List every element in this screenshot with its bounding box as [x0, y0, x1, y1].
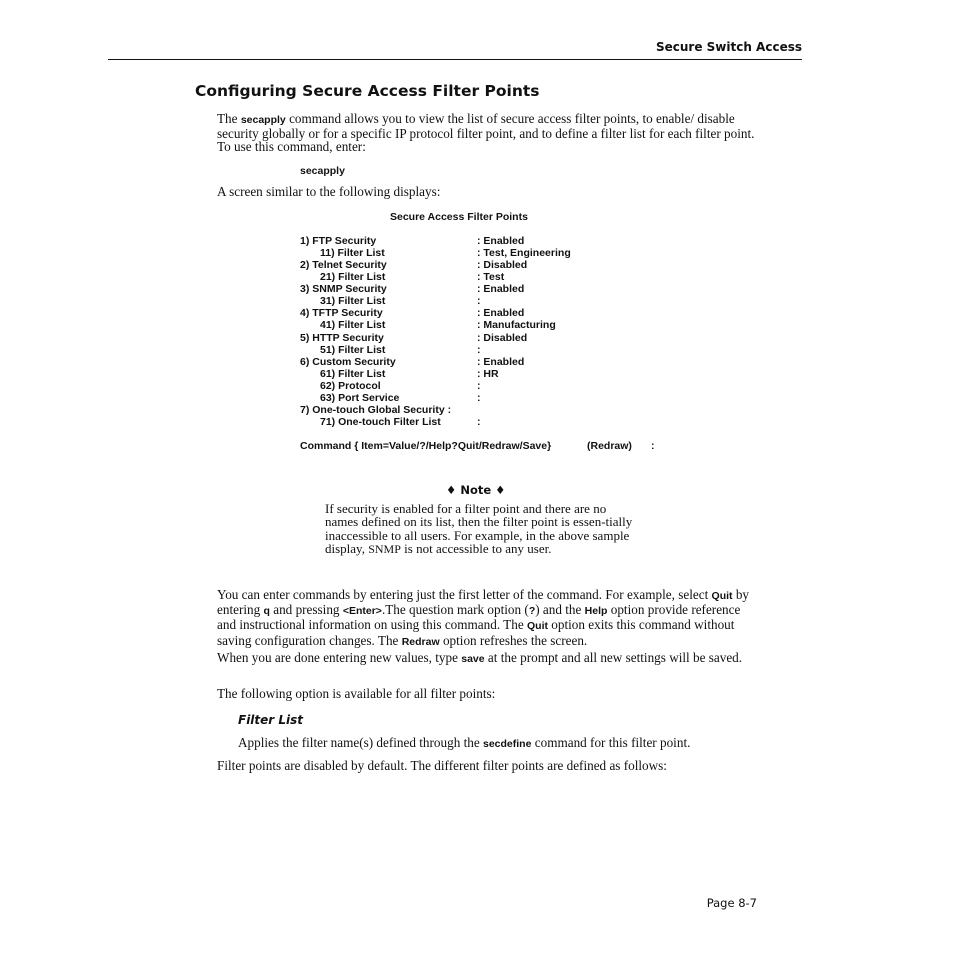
screen-row-value: : Manufacturing [477, 319, 556, 332]
keyword-secdefine: secdefine [483, 738, 532, 750]
intro-text-pre: The [217, 111, 241, 126]
note-text-pre: If security is enabled for a filter point and there are no names defined on its list, then the filter point is essen-tially inaccessible to all users. For example, in the above sample display, [325, 501, 633, 557]
text: option refreshes the screen. [439, 632, 588, 648]
intro-paragraph [217, 112, 757, 154]
note-text-post: is not accessible to any user. [400, 541, 552, 557]
screen-row-value: : [477, 391, 481, 404]
option-paragraph: The following option is available for all filter points: [217, 686, 496, 701]
page-number: Page 8-7 [706, 896, 757, 910]
screen-row-value: : Disabled [477, 259, 528, 272]
keyword-redraw: Redraw [401, 635, 440, 648]
keyword-enter: <Enter> [342, 605, 382, 618]
screen-row-value: : Enabled [477, 355, 525, 368]
screen-row-label: 71) One-touch Filter List [320, 416, 441, 429]
screen-row-label: 4) TFTP Security [300, 307, 383, 320]
commands-paragraph [217, 588, 757, 649]
screen-row-label: 11) Filter List [320, 247, 385, 260]
text: ) and the [535, 602, 585, 618]
keyword-quit: Quit [526, 620, 548, 633]
text: at the prompt and all new settings will be saved. [484, 650, 743, 665]
filter-list-subheading: Filter List [238, 713, 304, 727]
default-paragraph: Filter points are disabled by default. The different filter points are defined as follows: [217, 758, 667, 773]
keyword-quit: Quit [711, 590, 733, 602]
screen-row-label: 31) Filter List [320, 295, 386, 308]
note-snmp: SNMP [368, 542, 401, 557]
screen-row-value: : [477, 416, 481, 429]
text: You can enter commands by entering just the first letter of the command. For example, select [217, 587, 712, 602]
screen-row-value: : Enabled [477, 235, 525, 247]
screen-row-label: 2) Telnet Security [300, 259, 387, 272]
text: and pressing [269, 602, 343, 618]
text: option exits this command without saving configuration changes. The [217, 617, 735, 648]
screen-row-label: 61) Filter List [320, 367, 386, 380]
screen-title: Secure Access Filter Points [390, 211, 528, 223]
filter-list-paragraph [238, 736, 758, 751]
keyword-save: save [461, 653, 485, 665]
screen-row-label: 41) Filter List [320, 319, 386, 332]
screen-row-value: : [477, 379, 481, 392]
header-rule [108, 59, 802, 60]
note-body [325, 502, 635, 557]
screen-row-label: 21) Filter List [320, 271, 386, 284]
text: command for this filter point. [531, 735, 691, 750]
note-title: ♦ Note ♦ [446, 483, 506, 497]
text: .The question mark option ( [381, 602, 529, 618]
screen-row-label: 1) FTP Security [300, 235, 377, 247]
text: option provide reference and instructional information on using this command. The [217, 602, 741, 633]
screen-row-label: 3) SNMP Security [300, 283, 387, 296]
screen-row-label: 62) Protocol [320, 379, 381, 392]
screen-row-value: : HR [477, 367, 499, 380]
prompt-default: (Redraw) [587, 440, 632, 452]
text: by entering [217, 587, 750, 618]
screen-row-value: : Test, Engineering [477, 247, 571, 260]
save-paragraph [217, 651, 757, 666]
screen-row-value: : Disabled [477, 331, 528, 344]
command-line: secapply [300, 165, 345, 177]
screen-row-label: 51) Filter List [320, 343, 386, 356]
screen-row-label: 5) HTTP Security [300, 331, 384, 344]
screen-row-value: : Enabled [477, 283, 525, 296]
screen-row-label: 7) One-touch Global Security : [300, 403, 452, 416]
running-header: Secure Switch Access [655, 40, 802, 54]
screen-row-value: : [477, 295, 481, 308]
screen-row-value: : Enabled [477, 307, 525, 320]
screen-row-label: 6) Custom Security [300, 355, 396, 368]
screen-row-label: 63) Port Service [320, 391, 400, 404]
text: Applies the filter name(s) defined through the [238, 735, 483, 750]
command-prompt: Command { Item=Value/?/Help?Quit/Redraw/Save} [300, 440, 552, 452]
keyword-question: ? [528, 605, 536, 618]
text: When you are done entering new values, type [217, 650, 462, 665]
keyword-help: Help [584, 605, 608, 618]
screen-intro: A screen similar to the following displays: [217, 184, 441, 199]
section-title: Configuring Secure Access Filter Points [195, 82, 540, 100]
keyword-q: q [263, 605, 270, 618]
screen-row-value: : Test [477, 271, 505, 284]
intro-command: secapply [240, 114, 286, 126]
prompt-colon: : [651, 440, 655, 452]
intro-text-post: command allows you to view the list of secure access filter points, to enable/ disable security globally or for a specific IP protocol filter point, and to define a filter list for each filter point. To use this command, enter: [217, 111, 755, 155]
screen-row-value: : [477, 343, 481, 356]
